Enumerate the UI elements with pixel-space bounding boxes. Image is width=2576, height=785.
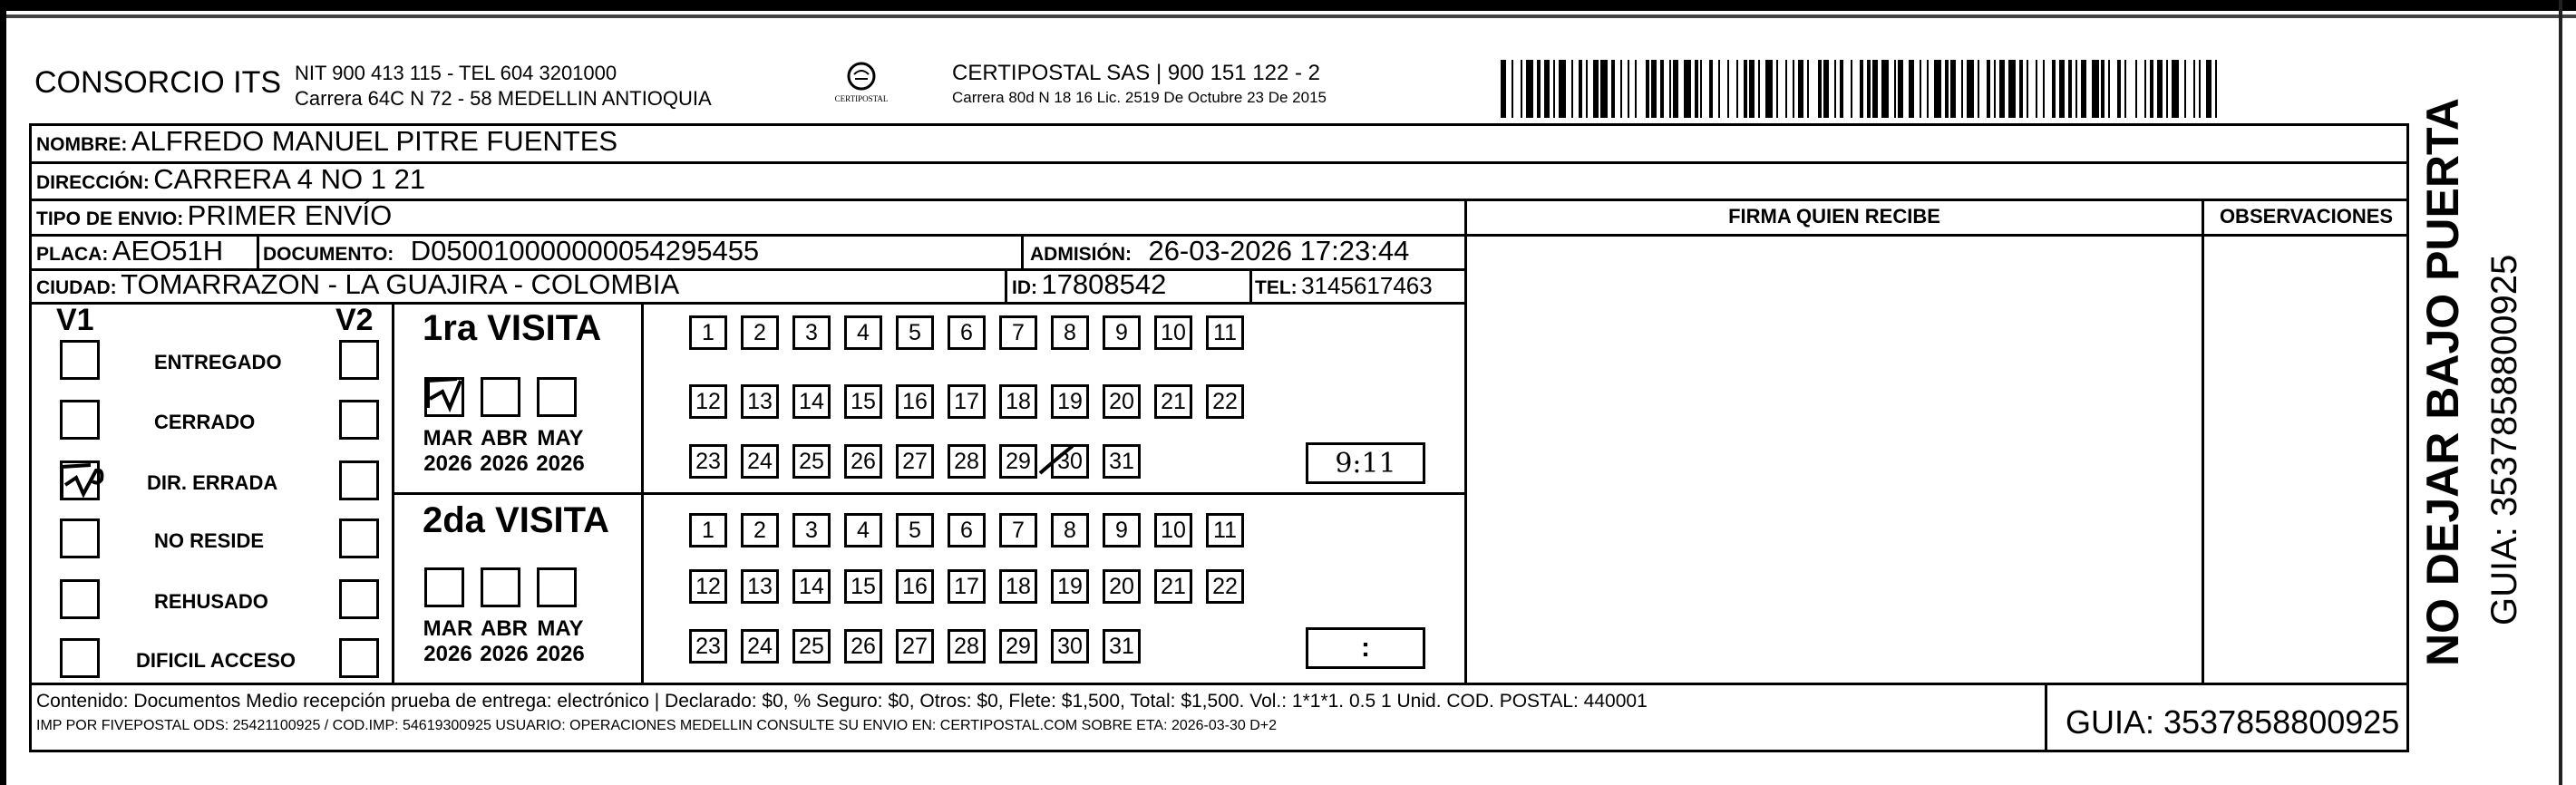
barcode-bar	[2193, 60, 2195, 118]
barcode-bar	[1646, 60, 1649, 118]
barcode-bar	[1950, 60, 1956, 118]
first-visit-month-label: MAY	[537, 426, 584, 451]
first-visit-day-box[interactable]: 6	[948, 315, 986, 350]
barcode-bar	[2206, 60, 2211, 118]
v2-checkbox[interactable]	[339, 400, 379, 440]
documento-value: D050010000000054295455	[410, 235, 760, 267]
first-visit-day-box[interactable]: 10	[1154, 315, 1192, 350]
first-visit-month-label: MAR	[423, 426, 473, 451]
barcode-bar	[1727, 60, 1729, 118]
row-divider	[29, 302, 1466, 305]
tel-value: 3145617463	[1301, 272, 1433, 299]
barcode-bar	[2124, 60, 2126, 118]
direccion-field	[36, 163, 425, 196]
barcode-bar	[1660, 60, 1664, 118]
first-visit-day-box[interactable]: 13	[741, 384, 779, 419]
second-visit-day-box[interactable]: 4	[844, 513, 882, 548]
cell-divider	[1021, 234, 1024, 268]
barcode	[1501, 60, 2226, 118]
second-visit-day-box[interactable]: 19	[1051, 569, 1089, 604]
second-visit-day-box[interactable]: 27	[896, 629, 934, 664]
footer-line-2: IMP POR FIVEPOSTAL ODS: 25421100925 / COD.IMP: 54619300925 USUARIO: OPERACIONES MEDELLIN CONSULTE SU ENVIO EN: CERTIPOSTAL.COM SOBRE ETA: 2026-03-30 D+2	[36, 718, 1278, 733]
first-visit-day-box[interactable]: 16	[896, 384, 934, 419]
admision-field	[1030, 235, 1409, 267]
barcode-bar	[2019, 60, 2023, 118]
second-visit-day-box[interactable]: 26	[844, 629, 882, 664]
first-visit-day-box[interactable]: 17	[948, 384, 986, 419]
barcode-bar	[1765, 60, 1773, 118]
first-visit-day-box[interactable]: 2	[741, 315, 779, 350]
observaciones-header: OBSERVACIONES	[2219, 205, 2394, 228]
ciudad-label: CIUDAD:	[36, 277, 117, 298]
company-name: CONSORCIO ITS	[34, 65, 282, 100]
barcode-bar	[2172, 60, 2179, 118]
first-visit-year-label: 2026	[423, 451, 472, 476]
barcode-bar	[1669, 60, 1671, 118]
first-visit-time: 9:11	[1335, 447, 1396, 480]
second-visit-time: :	[1361, 633, 1370, 663]
barcode-bar	[1586, 60, 1588, 118]
second-visit-day-box[interactable]: 13	[741, 569, 779, 604]
barcode-bar	[1785, 60, 1787, 118]
barcode-bar	[1521, 60, 1522, 118]
second-visit-day-box[interactable]: 31	[1103, 629, 1141, 664]
first-visit-day-box[interactable]: 9	[1103, 315, 1141, 350]
logo-text: CERTIPOSTAL	[834, 94, 889, 103]
v1-label: V1	[56, 303, 94, 337]
barcode-bar	[1927, 60, 1929, 118]
barcode-bar	[1793, 60, 1794, 118]
second-visit-day-box[interactable]: 7	[999, 513, 1037, 548]
barcode-bar	[1749, 60, 1755, 118]
barcode-bar	[1684, 60, 1691, 118]
id-value: 17808542	[1041, 268, 1167, 300]
cell-divider	[257, 234, 259, 268]
second-visit-day-box[interactable]: 18	[999, 569, 1037, 604]
first-visit-day-box[interactable]: 24	[741, 444, 779, 479]
v2-checkbox[interactable]	[339, 340, 379, 380]
certipostal-logo	[834, 56, 889, 111]
barcode-bar	[1909, 60, 1914, 118]
id-field	[1012, 268, 1166, 301]
barcode-bar	[1934, 60, 1941, 118]
footer-divider	[29, 683, 2409, 685]
placa-label: PLACA:	[36, 244, 109, 265]
first-visit-day-box[interactable]: 4	[844, 315, 882, 350]
second-visit-title: 2da VISITA	[423, 500, 609, 540]
nombre-value: ALFREDO MANUEL PITRE FUENTES	[131, 125, 618, 157]
barcode-bar	[1553, 60, 1555, 118]
scan-edge-top	[0, 0, 2576, 11]
scan-edge-left	[0, 0, 6, 785]
barcode-bar	[2184, 60, 2186, 118]
barcode-bar	[1999, 60, 2005, 118]
barcode-bar	[1994, 60, 1996, 118]
first-visit-day-box[interactable]: 3	[792, 315, 831, 350]
nombre-label: NOMBRE:	[36, 134, 128, 155]
second-visit-day-box[interactable]: 14	[792, 569, 831, 604]
barcode-bar	[2135, 60, 2137, 118]
barcode-bar	[1512, 60, 1513, 118]
barcode-bar	[2117, 60, 2121, 118]
no-dejar-bajo-puerta: NO DEJAR BAJO PUERTA	[2417, 98, 2468, 666]
barcode-bar	[1945, 60, 1949, 118]
barcode-bar	[1718, 60, 1720, 118]
v2-checkbox[interactable]	[339, 638, 379, 678]
v1-checkbox[interactable]	[60, 638, 100, 678]
second-visit-month-checkbox[interactable]	[424, 567, 464, 607]
barcode-bar	[2068, 60, 2072, 118]
second-visit-day-box[interactable]: 16	[896, 569, 934, 604]
carrier-address: Carrera 80d N 18 16 Lic. 2519 De Octubre 23 De 2015	[952, 89, 1327, 106]
barcode-bar	[1898, 60, 1903, 118]
second-visit-year-label: 2026	[536, 642, 585, 666]
status-option-label: NO RESIDE	[154, 529, 265, 552]
side-guia: GUIA: 3537858800925	[2484, 254, 2524, 625]
barcode-bar	[1736, 60, 1738, 118]
tipo-envio-field	[36, 199, 392, 232]
second-visit-year-label: 2026	[423, 642, 472, 666]
barcode-bar	[1526, 60, 1533, 118]
footer-line-1: Contenido: Documentos Medio recepción prueba de entrega: electrónico | Declarado: $0, % Seguro: $0, Otros: $0, Flete: $1,500, Total: $1,500. Vol.: 1*1*1. 0.5 1 Unid. COD. POSTAL: 440001	[36, 691, 1648, 712]
barcode-bar	[1600, 60, 1608, 118]
second-visit-month-checkbox[interactable]	[537, 567, 577, 607]
first-visit-day-box[interactable]: 20	[1103, 384, 1141, 419]
documento-label: DOCUMENTO:	[263, 244, 394, 265]
barcode-bar	[2101, 60, 2105, 118]
second-visit-day-box[interactable]: 2	[741, 513, 779, 548]
barcode-bar	[2081, 60, 2086, 118]
direccion-value: CARRERA 4 NO 1 21	[153, 163, 426, 195]
first-visit-day-box[interactable]: 28	[948, 444, 986, 479]
first-visit-day-box[interactable]: 12	[689, 384, 727, 419]
barcode-bar	[1635, 60, 1637, 118]
barcode-bar	[1961, 60, 1963, 118]
first-visit-day-box[interactable]: 11	[1206, 315, 1244, 350]
status-option-label: CERRADO	[154, 411, 256, 433]
first-visit-day-box[interactable]: 19	[1051, 384, 1089, 419]
barcode-bar	[1544, 60, 1550, 118]
second-visit-month-label: ABR	[481, 616, 528, 641]
second-visit-day-box[interactable]: 5	[896, 513, 934, 548]
barcode-bar	[1744, 60, 1747, 118]
first-visit-day-box[interactable]: 7	[999, 315, 1037, 350]
barcode-bar	[1920, 60, 1921, 118]
barcode-bar	[2092, 60, 2099, 118]
barcode-bar	[2059, 60, 2065, 118]
footer-divider-v	[2045, 683, 2047, 752]
barcode-bar	[2150, 60, 2153, 118]
company-nit: NIT 900 413 115 - TEL 604 3201000	[295, 62, 617, 84]
first-visit-day-box[interactable]: 26	[844, 444, 882, 479]
second-visit-day-box[interactable]: 8	[1051, 513, 1089, 548]
first-visit-day-box[interactable]: 23	[689, 444, 727, 479]
firma-header: FIRMA QUIEN RECIBE	[1728, 205, 1940, 228]
second-visit-day-box[interactable]: 30	[1051, 629, 1089, 664]
placa-value: AEO51H	[112, 235, 224, 267]
v1-checkbox[interactable]	[60, 340, 100, 380]
first-visit-day-box[interactable]: 31	[1103, 444, 1141, 479]
barcode-bar	[1860, 60, 1863, 118]
barcode-bar	[2008, 60, 2016, 118]
direccion-label: DIRECCIÓN:	[36, 172, 150, 193]
cell-divider	[1005, 268, 1007, 302]
barcode-bar	[1579, 60, 1582, 118]
barcode-bar	[2157, 60, 2163, 118]
second-visit-day-box[interactable]: 3	[792, 513, 831, 548]
second-visit-day-box[interactable]: 25	[792, 629, 831, 664]
first-visit-month-checkbox[interactable]	[537, 377, 577, 417]
second-visit-day-box[interactable]: 29	[999, 629, 1037, 664]
ciudad-value: TOMARRAZON - LA GUAJIRA - COLOMBIA	[121, 268, 680, 300]
barcode-bar	[1700, 60, 1702, 118]
second-visit-day-box[interactable]: 12	[689, 569, 727, 604]
barcode-bar	[1611, 60, 1615, 118]
v1-checkbox[interactable]	[60, 518, 100, 558]
first-visit-day-box[interactable]: 15	[844, 384, 882, 419]
barcode-bar	[2215, 60, 2217, 118]
barcode-bar	[1798, 60, 1803, 118]
second-visit-day-box[interactable]: 22	[1206, 569, 1244, 604]
barcode-bar	[1571, 60, 1573, 118]
v2-checkbox[interactable]	[339, 460, 379, 500]
barcode-bar	[1818, 60, 1822, 118]
second-visit-day-box[interactable]: 10	[1154, 513, 1192, 548]
barcode-bar	[1537, 60, 1541, 118]
first-visit-day-box[interactable]: 22	[1206, 384, 1244, 419]
carrier-name: CERTIPOSTAL SAS | 900 151 122 - 2	[952, 61, 1320, 85]
first-visit-day-box[interactable]: 27	[896, 444, 934, 479]
status-option-label: ENTREGADO	[154, 351, 282, 373]
second-visit-day-box[interactable]: 24	[741, 629, 779, 664]
first-visit-title: 1ra VISITA	[423, 308, 602, 348]
barcode-bar	[1840, 60, 1843, 118]
barcode-bar	[2052, 60, 2056, 118]
first-visit-year-label: 2026	[536, 451, 585, 476]
first-visit-day-box[interactable]: 1	[689, 315, 727, 350]
company-address: Carrera 64C N 72 - 58 MEDELLIN ANTIOQUIA	[295, 87, 712, 110]
first-visit-day-box[interactable]: 30	[1051, 444, 1089, 479]
second-visit-month-label: MAY	[537, 616, 584, 641]
second-visit-day-box[interactable]: 1	[689, 513, 727, 548]
barcode-bar	[2199, 60, 2201, 118]
footer-guia: GUIA: 3537858800925	[2066, 703, 2400, 741]
handwritten-check-dir-errada	[56, 458, 111, 503]
barcode-bar	[1709, 60, 1713, 118]
second-visit-day-box[interactable]: 28	[948, 629, 986, 664]
barcode-bar	[1978, 60, 1979, 118]
barcode-bar	[1559, 60, 1566, 118]
barcode-bar	[2027, 60, 2028, 118]
second-visit-month-label: MAR	[423, 616, 473, 641]
status-option-label: DIFICIL ACCESO	[136, 649, 296, 672]
second-visit-day-box[interactable]: 15	[844, 569, 882, 604]
barcode-bar	[1823, 60, 1829, 118]
firma-left-border	[1464, 199, 1467, 683]
first-visit-year-label: 2026	[480, 451, 529, 476]
v2-label: V2	[335, 303, 374, 337]
first-visit-day-box[interactable]: 14	[792, 384, 831, 419]
tipo-envio-label: TIPO DE ENVIO:	[36, 208, 184, 229]
barcode-bar	[2075, 60, 2077, 118]
barcode-bar	[1881, 60, 1889, 118]
barcode-bar	[1807, 60, 1809, 118]
second-visit-day-box[interactable]: 21	[1154, 569, 1192, 604]
admision-value: 26-03-2026 17:23:44	[1148, 235, 1410, 267]
admision-label: ADMISIÓN:	[1030, 244, 1132, 265]
barcode-bar	[1867, 60, 1871, 118]
visit-divider	[392, 492, 1466, 495]
v2-checkbox[interactable]	[339, 518, 379, 558]
handwritten-check-mar	[421, 372, 466, 417]
first-visit-month-label: ABR	[481, 426, 528, 451]
v1-checkbox[interactable]	[60, 400, 100, 440]
placa-field	[36, 235, 223, 267]
second-visit-day-box[interactable]: 23	[689, 629, 727, 664]
barcode-bar	[1894, 60, 1896, 118]
documento-field	[263, 235, 759, 267]
first-visit-day-box[interactable]: 5	[896, 315, 934, 350]
barcode-bar	[1851, 60, 1852, 118]
barcode-bar	[1673, 60, 1678, 118]
barcode-bar	[1776, 60, 1778, 118]
nombre-field	[36, 125, 617, 158]
tel-label: TEL:	[1255, 277, 1298, 298]
scan-edge-top-2	[0, 15, 2576, 18]
v1-checkbox[interactable]	[60, 579, 100, 619]
obs-left-border	[2202, 199, 2204, 683]
second-visit-day-box[interactable]: 20	[1103, 569, 1141, 604]
barcode-bar	[1593, 60, 1599, 118]
barcode-bar	[2108, 60, 2110, 118]
barcode-bar	[1987, 60, 1990, 118]
status-option-label: DIR. ERRADA	[147, 471, 278, 494]
ciudad-field	[36, 268, 679, 301]
barcode-bar	[2166, 60, 2168, 118]
tel-field	[1255, 272, 1433, 300]
second-visit-day-box[interactable]: 17	[948, 569, 986, 604]
barcode-bar	[1651, 60, 1657, 118]
first-visit-day-box[interactable]: 29	[999, 444, 1037, 479]
barcode-bar	[1620, 60, 1622, 118]
second-visit-year-label: 2026	[480, 642, 529, 666]
barcode-bar	[1872, 60, 1878, 118]
first-visit-time-box[interactable]	[1306, 442, 1425, 484]
first-visit-month-checkbox[interactable]	[481, 377, 520, 417]
cell-divider	[1249, 268, 1252, 302]
barcode-bar	[1834, 60, 1836, 118]
scan-edge-right	[2559, 0, 2562, 785]
second-visit-time-box[interactable]	[1306, 627, 1425, 669]
barcode-bar	[1628, 60, 1629, 118]
first-visit-day-box[interactable]: 8	[1051, 315, 1089, 350]
status-option-label: REHUSADO	[154, 590, 268, 613]
barcode-bar	[2036, 60, 2037, 118]
barcode-bar	[1501, 60, 1506, 118]
second-visit-day-box[interactable]: 6	[948, 513, 986, 548]
barcode-bar	[1695, 60, 1698, 118]
barcode-bar	[2144, 60, 2146, 118]
handwritten-strike-28	[1036, 442, 1076, 479]
second-visit-day-box[interactable]: 11	[1206, 513, 1244, 548]
id-label: ID:	[1012, 277, 1037, 298]
second-visit-day-box[interactable]: 9	[1103, 513, 1141, 548]
barcode-bar	[2043, 60, 2045, 118]
v2-checkbox[interactable]	[339, 579, 379, 619]
first-visit-day-box[interactable]: 25	[792, 444, 831, 479]
second-visit-month-checkbox[interactable]	[481, 567, 520, 607]
barcode-bar	[1967, 60, 1974, 118]
first-visit-day-box[interactable]: 21	[1154, 384, 1192, 419]
first-visit-day-box[interactable]: 18	[999, 384, 1037, 419]
barcode-bar	[1758, 60, 1760, 118]
tipo-envio-value: PRIMER ENVÍO	[187, 199, 393, 231]
